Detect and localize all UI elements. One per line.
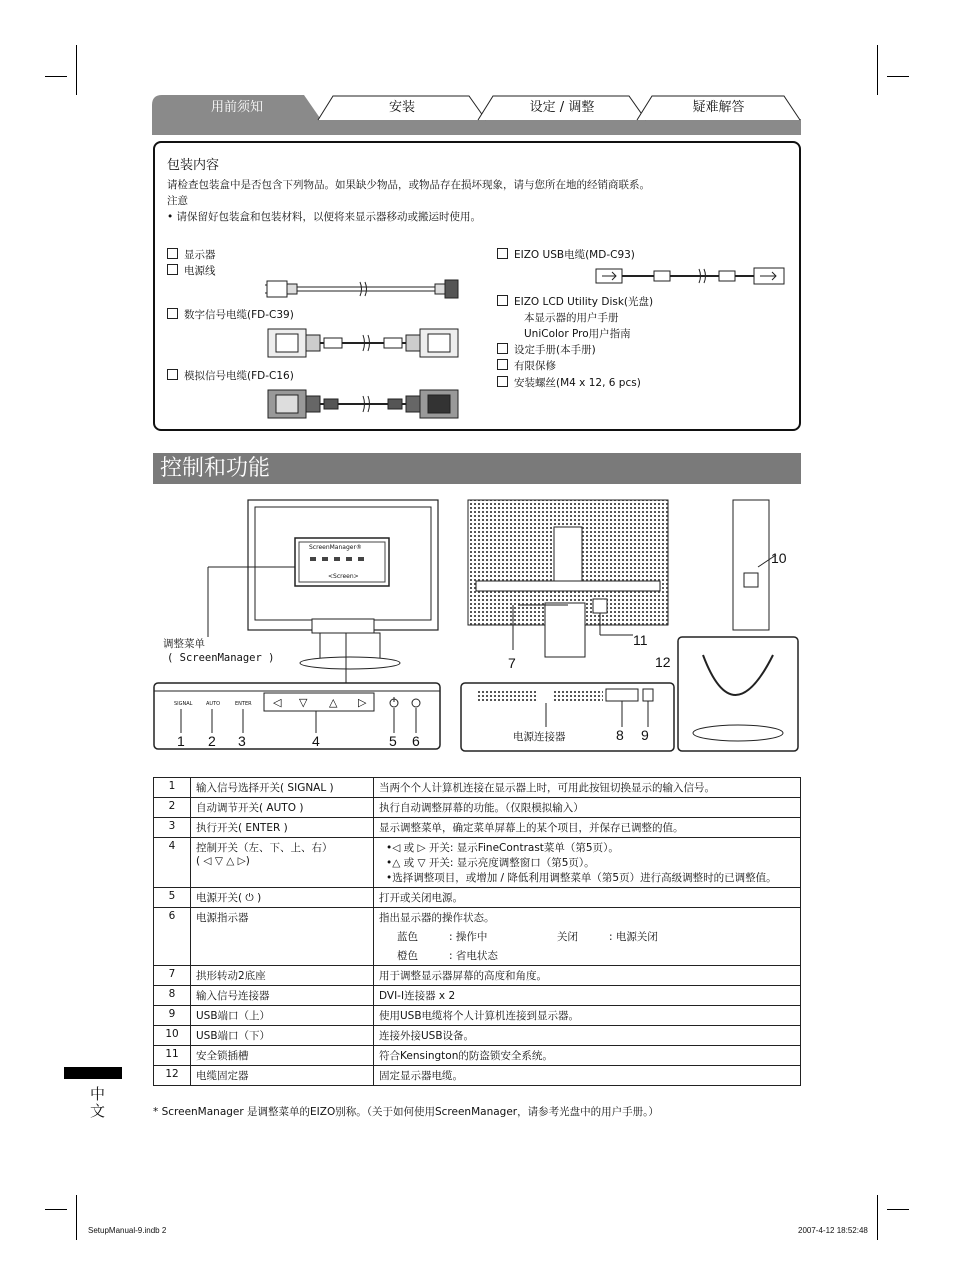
item-label: 安装螺丝(M4 x 12, 6 pcs): [514, 377, 641, 389]
label-enter: ENTER: [235, 701, 252, 707]
item-warranty: [497, 358, 556, 373]
callout-1: 1: [177, 733, 185, 749]
crop-mark: [877, 1195, 878, 1240]
row-name-arrows: ( ◁ ▽ △ ▷): [196, 855, 250, 867]
row-number: 2: [154, 798, 191, 818]
package-title: 包装内容: [167, 158, 220, 173]
footnote: * ScreenManager 是调整菜单的EIZO别称。（关于如何使用ScreenManager，请参考光盘中的用户手册。）: [153, 1106, 659, 1118]
screen-title: ScreenManager®: [309, 544, 362, 551]
row-desc: [374, 908, 801, 966]
checkbox-icon: [167, 264, 178, 275]
crop-mark: [887, 76, 909, 77]
row-desc-line: •选择调整项目，或增加 / 降低利用调整菜单（第5页）进行高级调整时的已调整值。: [386, 872, 777, 884]
function-table: [153, 777, 801, 1086]
row-desc: 执行自动调整屏幕的功能。（仅限模拟输入）: [374, 798, 801, 818]
table-row: [154, 1006, 801, 1026]
item-label: 模拟信号电缆(FD-C16): [184, 370, 294, 382]
row-desc-line: 指出显示器的操作状态。: [379, 912, 495, 924]
item-monitor: [167, 247, 216, 262]
row-name-line: 控制开关（左、下、上、右）: [196, 842, 333, 854]
row-desc: 连接外接USB设备。: [374, 1026, 801, 1046]
checkbox-icon: [497, 376, 508, 387]
callout-7: 7: [508, 655, 516, 671]
footer-date: 2007-4-12 18:52:48: [798, 1226, 868, 1235]
status-orange-desc: : 省电状态: [449, 950, 498, 962]
table-row: [154, 798, 801, 818]
analog-cable-icon: [266, 386, 461, 422]
language-label: 中文: [90, 1085, 106, 1120]
power-connector-label: 电源连接器: [513, 731, 566, 743]
checkbox-icon: [497, 359, 508, 370]
checkbox-icon: [497, 343, 508, 354]
row-desc: 使用USB电缆将个人计算机连接到显示器。: [374, 1006, 801, 1026]
section-title: 控制和功能: [153, 453, 801, 484]
row-name: 安全锁插槽: [191, 1046, 374, 1066]
note-text: • 请保留好包装盒和包装材料，以便将来显示器移动或搬运时使用。: [167, 211, 482, 223]
table-row: [154, 778, 801, 798]
status-off-desc: : 电源关闭: [609, 931, 658, 943]
callout-sub: ( ScreenManager ): [167, 652, 275, 664]
tab-troubleshooting[interactable]: [636, 95, 801, 121]
item-label: 显示器: [184, 249, 216, 261]
table-row: [154, 1046, 801, 1066]
row-desc: 显示调整菜单，确定菜单屏幕上的某个项目，并保存已调整的值。: [374, 818, 801, 838]
status-orange: 橙色: [397, 950, 418, 962]
row-number: 12: [154, 1066, 191, 1086]
callout-10: 10: [771, 550, 787, 566]
row-desc: DVI-I连接器 x 2: [374, 986, 801, 1006]
monitor-front-diagram: [150, 495, 450, 755]
tab-bar: [152, 95, 801, 135]
row-name: 电源指示器: [191, 908, 374, 966]
language-tab-bar: [64, 1067, 122, 1079]
callout-4: 4: [312, 733, 320, 749]
footer-file: SetupManual-9.indb 2: [88, 1226, 167, 1235]
row-desc-line: •△ 或 ▽ 开关: 显示亮度调整窗口（第5页）。: [386, 857, 595, 869]
row-name: 输入信号连接器: [191, 986, 374, 1006]
item-analog-cable: [167, 368, 294, 383]
item-label: 数字信号电缆(FD-C39): [184, 309, 294, 321]
table-row: [154, 986, 801, 1006]
row-name: 输入信号选择开关( SIGNAL ): [191, 778, 374, 798]
row-number: 1: [154, 778, 191, 798]
tab-label: 安装: [388, 100, 415, 115]
screen-label: <Screen>: [328, 573, 359, 580]
row-name: [191, 838, 374, 888]
callout-2: 2: [208, 733, 216, 749]
item-label: 设定手册(本手册): [514, 344, 596, 356]
checkbox-icon: [497, 295, 508, 306]
row-desc: 符合Kensington的防盗锁安全系统。: [374, 1046, 801, 1066]
row-number: 8: [154, 986, 191, 1006]
table-row: [154, 838, 801, 888]
callout-3: 3: [238, 733, 246, 749]
item-label: EIZO USB电缆(MD-C93): [514, 249, 635, 261]
crop-mark: [877, 45, 878, 95]
row-number: 9: [154, 1006, 191, 1026]
callout-6: 6: [412, 733, 420, 749]
svg-text:▽: ▽: [299, 696, 308, 709]
row-number: 11: [154, 1046, 191, 1066]
svg-text:▷: ▷: [358, 696, 367, 709]
crop-mark: [76, 45, 77, 95]
table-row: [154, 1026, 801, 1046]
item-label: 有限保修: [514, 360, 556, 372]
item-label: 电源线: [184, 265, 216, 277]
item-utility-disk: [497, 294, 653, 309]
callout-8: 8: [616, 727, 624, 743]
table-row: [154, 1066, 801, 1086]
row-number: 5: [154, 888, 191, 908]
checkbox-icon: [167, 308, 178, 319]
status-blue: 蓝色: [397, 931, 418, 943]
tab-before-use[interactable]: [152, 95, 322, 121]
status-blue-desc: : 操作中: [449, 931, 488, 943]
row-desc: 用于调整显示器屏幕的高度和角度。: [374, 966, 801, 986]
row-desc-line: •◁ 或 ▷ 开关: 显示FineContrast菜单（第5页）。: [386, 842, 619, 854]
row-name: USB端口（下）: [191, 1026, 374, 1046]
callout-9: 9: [641, 727, 649, 743]
item-digital-cable: [167, 307, 294, 322]
row-desc: 固定显示器电缆。: [374, 1066, 801, 1086]
row-number: 3: [154, 818, 191, 838]
package-desc: 请检查包装盒中是否包含下列物品。如果缺少物品，或物品存在损坏现象，请与您所在地的经销商联系。: [167, 179, 650, 191]
status-line: [379, 948, 795, 963]
checkbox-icon: [167, 369, 178, 380]
row-name: USB端口（上）: [191, 1006, 374, 1026]
tab-settings[interactable]: [477, 95, 647, 121]
tab-label: 用前须知: [210, 100, 263, 115]
row-desc: 打开或关闭电源。: [374, 888, 801, 908]
monitor-rear-diagram: [458, 495, 803, 757]
tab-bar-base: [152, 119, 801, 135]
row-number: 6: [154, 908, 191, 966]
tab-install[interactable]: [317, 95, 487, 121]
label-signal: SIGNAL: [174, 701, 193, 707]
status-off: 关闭: [557, 931, 578, 943]
callout-11: 11: [633, 632, 648, 648]
crop-mark: [76, 1195, 77, 1240]
item-user-manual: 本显示器的用户手册: [524, 312, 619, 324]
tab-label: 设定 / 调整: [529, 100, 595, 115]
row-name: 拱形转动2底座: [191, 966, 374, 986]
row-number: 7: [154, 966, 191, 986]
item-power-cord: [167, 263, 216, 278]
row-number: 4: [154, 838, 191, 888]
table-row: [154, 908, 801, 966]
label-auto: AUTO: [206, 701, 221, 707]
item-setup-manual: [497, 342, 596, 357]
callout-5: 5: [389, 733, 397, 749]
checkbox-icon: [167, 248, 178, 259]
table-row: [154, 818, 801, 838]
power-cord-icon: [265, 276, 460, 302]
row-name: 执行开关( ENTER ): [191, 818, 374, 838]
item-screws: [497, 375, 641, 390]
row-desc: 当两个个人计算机连接在显示器上时，可用此按钮切换显示的输入信号。: [374, 778, 801, 798]
item-usb-cable: [497, 247, 635, 262]
row-name: 电源开关( ⏻ ): [191, 888, 374, 908]
callout-12: 12: [655, 654, 671, 670]
checkbox-icon: [497, 248, 508, 259]
svg-text:△: △: [329, 696, 338, 709]
note-label: 注意: [167, 195, 188, 207]
svg-text:◁: ◁: [273, 696, 282, 709]
tab-label: 疑难解答: [692, 100, 745, 115]
row-name: 自动调节开关( AUTO ): [191, 798, 374, 818]
crop-mark: [45, 76, 67, 77]
table-row: [154, 966, 801, 986]
callout-menu: 调整菜单: [163, 638, 205, 650]
item-unicolor-guide: UniColor Pro用户指南: [524, 328, 631, 340]
status-line: [379, 929, 795, 944]
item-label: EIZO LCD Utility Disk(光盘): [514, 296, 654, 308]
crop-mark: [45, 1209, 67, 1210]
crop-mark: [887, 1209, 909, 1210]
row-desc: [374, 838, 801, 888]
row-number: 10: [154, 1026, 191, 1046]
row-name: 电缆固定器: [191, 1066, 374, 1086]
usb-cable-icon: [594, 264, 788, 288]
table-row: [154, 888, 801, 908]
digital-cable-icon: [266, 325, 461, 361]
